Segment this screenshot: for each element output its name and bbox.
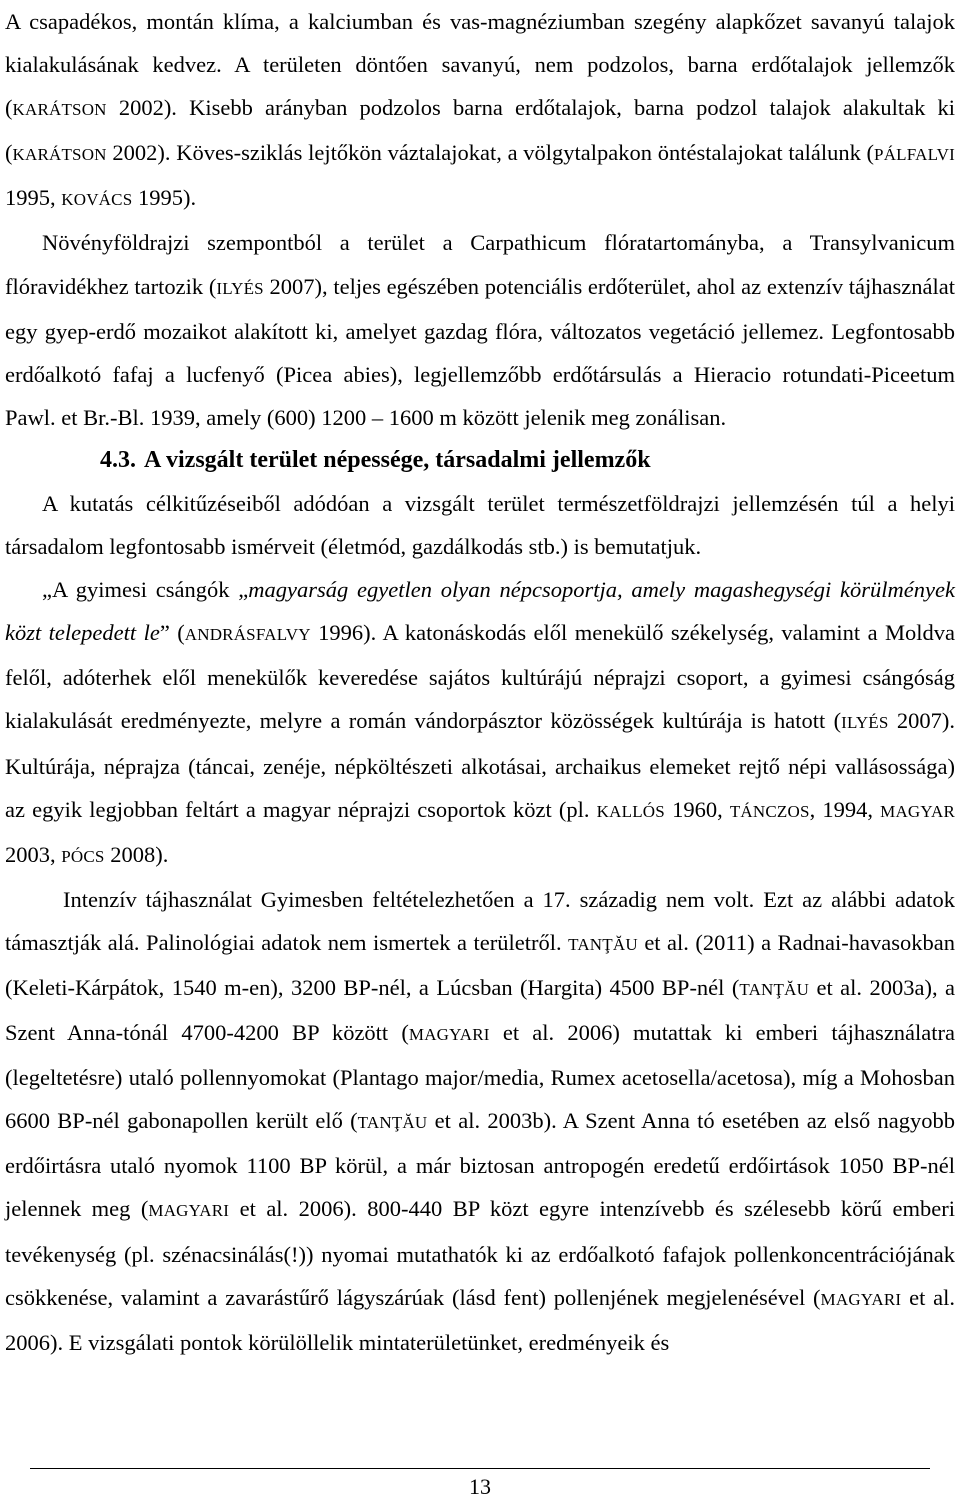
author-name: KOVÁCS [61,190,133,210]
text-run: Intenzív tájhasználat Gyimesben feltételezhetően a 17. századig nem volt. Ezt az alábbi adatok támasztják alá. Palinológiai adatok nem ismertek a területről. [5,886,955,955]
author-name: TANŢĂU [357,1113,428,1133]
author-name: MAGYAR [880,801,956,821]
paragraph-vegetation [5,221,955,438]
text-run: A csapadékos, montán klíma, a kalciumban és vas-magnéziumban szegény alapkőzet savanyú talajok kialakulásának kedvez. A területen döntően savanyú, nem podzolos, barna erdőtalajok jellemzők ( [5,9,955,121]
text-run: et al. (2011) a Radnai-havasokban (Keleti-Kárpátok, 1540 m-en), 3200 BP-nél, a Lúcsban (Hargita) 4500 BP-nél ( [5,929,956,1000]
text-run: 2007). Kultúrája, néprajza (táncai, zenéje, népköltészeti alkotásai, archaikus elemeket rejtő népi vallásossága) az egyik legjobban feltárt a magyar néprajzi csoportok közt (pl. [5,708,955,822]
author-name: ANDRÁSFALVY [184,625,311,645]
author-name: MAGYARI [820,1289,902,1309]
text-run: ” ( [159,620,185,646]
text-run: A kutatás célkitűzéseiből adódóan a vizsgált terület természetföldrajzi jellemzésén túl a helyi társadalom legfontosabb ismérveit (életmód, gazdálkodás stb.) is bemutatjuk. [5,490,955,560]
footer-divider [30,1468,930,1469]
author-name: ILYÉS [841,713,889,733]
author-name: MAGYARI [148,1201,230,1221]
text-run: 2002). Köves-sziklás lejtőkön váztalajokat, a völgytalpakon öntéstalajokat találunk ( [106,140,875,166]
text-run: „A gyimesi csángók „ [42,577,249,603]
paragraph-csango [5,568,955,878]
text-run: Növényföldrajzi szempontból a terület a Carpathicum flóratartományba, a Transylvanicum flóravidékhez tartozik ( [5,230,955,299]
paragraph-land-use [5,878,955,1364]
text-run: 1996). A katonáskodás elől menekülő székelység, valamint a Moldva felől, adóterhek elől menekülők keveredése sajátos kultúrájú néprajzi csoport, a gyimesi csángóság kialakulását eredményezte, melyre a román vándorpásztor közösségek kultúrája is hatott ( [5,620,955,734]
author-name: MAGYARI [408,1025,490,1045]
author-name: TANŢĂU [739,979,810,999]
section-number: 4.3. [100,446,136,473]
section-heading [5,439,955,482]
text-run: 2002). Kisebb arányban podzolos barna erdőtalajok, barna podzol talajok alakultak ki ( [5,95,955,166]
document-page [5,0,955,1364]
text-run: et al. 2006). E vizsgálati pontok körülöllelik mintaterületünket, eredményeik és [5,1284,955,1355]
author-name: PÁLFALVI [874,145,955,165]
text-run: 2003, [5,841,62,867]
text-run: 1960, [664,796,730,822]
text-run: et al. 2003a), a Szent Anna-tónál 4700-4200 BP között ( [5,974,955,1046]
author-name: KARÁTSON [12,145,107,165]
text-run: , 1994, [809,796,881,822]
text-run: 1995, [5,185,62,211]
author-name: KALLÓS [596,801,665,821]
author-name: TÁNCZOS [729,801,810,821]
author-name: KARÁTSON [12,100,107,120]
text-run: 2008). [104,841,169,867]
text-run: et al. 2006). 800-440 BP közt egyre intenzívebb és szélesebb körű emberi tevékenység (pl. szénacsinálás(!)) nyomai mutathatók ki az erdőalkotó fafajok pollenkoncentrációjának csökkenése, valamint a zavarástűrő lágyszárúak (lásd fent) pollenjének megjelenésével ( [5,1196,955,1310]
author-name: ILYÉS [216,278,264,298]
text-run: et al. 2006) mutattak ki emberi tájhasználatra (legeltetésre) utaló pollennyomokat (Plantago major/media, Rumex acetosella/acetosa), míg a Mohosban 6600 BP-nél gabonapollen került elő ( [5,1020,956,1134]
italic-quote: magyarság egyetlen olyan népcsoportja, amely magashegységi körülmények közt telepedett le [5,577,955,646]
author-name: TANŢĂU [568,934,638,954]
paragraph-soils [5,0,955,221]
author-name: PÓCS [61,846,105,866]
paragraph-intro [5,482,955,568]
section-title: A vizsgált terület népessége, társadalmi jellemzők [144,446,651,473]
page-number: 13 [469,1474,491,1499]
text-run: 2007), teljes egészében potenciális erdőterület, ahol az extenzív tájhasználat egy gyep-erdő mozaikot alakított ki, amelyet gazdag flóra, változatos vegetáció jellemez. Legfontosabb erdőalkotó fafaj a lucfenyő (Picea abies), legjellemzőbb erdőtársulás a Hieracio rotundati-Piceetum Pawl. et Br.-Bl. 1939, amely (600) 1200 – 1600 m között jelenik meg zonálisan. [5,273,955,430]
text-run: et al. 2003b). A Szent Anna tó esetében az első nagyobb erdőirtásra utaló nyomok 1100 BP körül, a már biztosan antropogén eredetű erdőirtások 1050 BP-nél jelennek meg ( [5,1108,955,1222]
text-run: 1995). [132,185,197,211]
